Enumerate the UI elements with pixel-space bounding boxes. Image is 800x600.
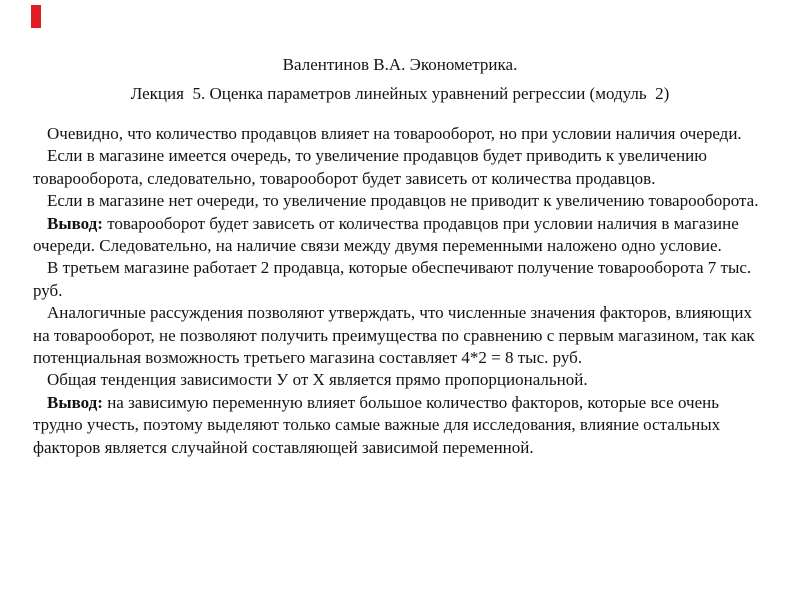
paragraph-text: Если в магазине нет очереди, то увеличение продавцов не приводит к увеличению товарооборота. bbox=[47, 191, 759, 211]
paragraph bbox=[33, 123, 772, 145]
slide-body bbox=[0, 123, 800, 459]
paragraph-text: товарооборот будет зависеть от количества продавцов при условии наличия в магазине очереди. Следовательно, на наличие связи между двумя переменными наложено одно условие. bbox=[33, 213, 744, 256]
conclusion-label: Вывод: bbox=[47, 213, 103, 233]
paragraph bbox=[33, 257, 772, 302]
paragraph bbox=[33, 145, 772, 190]
paragraph-text: Очевидно, что количество продавцов влияет на товарооборот, но при условии наличия очереди. bbox=[47, 124, 742, 143]
paragraph-text: на зависимую переменную влияет большое количество факторов, которые все очень трудно учесть, поэтому выделяют только самые важные для исследования, влияние остальных факторов является случайной составляющей зависимой переменной. bbox=[33, 392, 725, 457]
paragraph-text: Если в магазине имеется очередь, то увеличение продавцов будет приводить к увеличению товарооборота, следовательно, товарооборот будет зависеть от количества продавцов. bbox=[33, 146, 712, 188]
paragraph bbox=[33, 302, 772, 369]
slide-title-lecture: Лекция 5. Оценка параметров линейных уравнений регрессии (модуль 2) bbox=[130, 84, 670, 103]
paragraph-text: Аналогичные рассуждения позволяют утверждать, что численные значения факторов, влияющих на товарооборот, не позволяют получить преимущества по сравнению с первым магазином, так как потенциальная возможность третьего магазина составляет 4*2 = 8 тыс. руб. bbox=[33, 303, 759, 368]
paragraph bbox=[33, 369, 772, 391]
paragraph-text: В третьем магазине работает 2 продавца, которые обеспечивают получение товарооборота 7 тыс. руб. bbox=[33, 258, 756, 300]
paragraph-conclusion bbox=[33, 392, 772, 459]
paragraph-conclusion bbox=[33, 213, 772, 258]
conclusion-label: Вывод: bbox=[47, 392, 103, 412]
slide-title-author: Валентинов В.А. Эконометрика. bbox=[282, 55, 518, 74]
red-marker bbox=[31, 5, 41, 28]
paragraph-text: Общая тенденция зависимости У от Х является прямо пропорциональной. bbox=[47, 370, 588, 390]
paragraph bbox=[33, 190, 772, 212]
slide-header bbox=[0, 0, 800, 108]
